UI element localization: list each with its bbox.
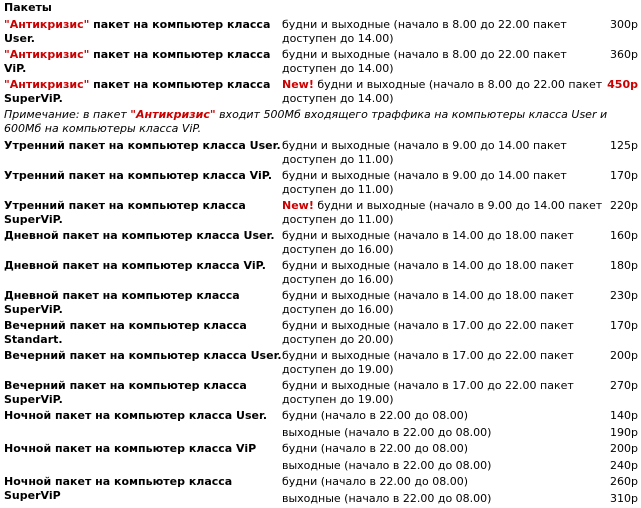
package-description: будни и выходные (начало в 17.00 до 22.00 пакет доступен до 19.00): [282, 349, 574, 376]
package-name: "Антикризис" пакет на компьютер класса ViP.: [4, 48, 271, 75]
package-name: Вечерний пакет на компьютер класса SuperViP.: [4, 379, 247, 406]
package-price: 200р: [610, 349, 638, 362]
package-price: 230р: [610, 289, 638, 302]
package-description: будни и выходные (начало в 14.00 до 18.00 пакет доступен до 16.00): [282, 229, 574, 256]
package-description: будни и выходные (начало в 17.00 до 22.00 пакет доступен до 20.00): [282, 319, 574, 346]
package-lines: [282, 475, 638, 506]
package-row: [4, 78, 638, 106]
package-row: [4, 169, 638, 197]
package-description: будни и выходные (начало в 14.00 до 18.00 пакет доступен до 16.00): [282, 259, 574, 286]
package-description: будни и выходные (начало в 8.00 до 22.00 пакет доступен до 14.00): [282, 18, 567, 45]
package-row: [4, 139, 638, 167]
package-price: 260р: [610, 475, 638, 488]
package-row: [4, 475, 638, 506]
package-name: "Антикризис" пакет на компьютер класса User.: [4, 18, 271, 45]
antikrizis-label: "Антикризис": [4, 48, 90, 61]
package-price: 140р: [610, 409, 638, 422]
package-price: 180р: [610, 259, 638, 272]
package-description: выходные (начало в 22.00 до 08.00): [282, 426, 492, 439]
package-row: [4, 319, 638, 347]
package-row: [4, 379, 638, 407]
package-row: [4, 442, 638, 473]
package-lines: [282, 442, 638, 473]
package-description: выходные (начало в 22.00 до 08.00): [282, 459, 492, 472]
package-row: [4, 229, 638, 257]
section-title: Пакеты: [4, 1, 52, 14]
package-price: 170р: [610, 319, 638, 332]
package-name: Ночной пакет на компьютер класса SuperViP: [4, 475, 233, 502]
package-price: 160р: [610, 229, 638, 242]
package-price: 125р: [610, 139, 638, 152]
package-name: Вечерний пакет на компьютер класса Standart.: [4, 319, 247, 346]
package-name: Утренний пакет на компьютер класса SuperViP.: [4, 199, 246, 226]
package-price: 270р: [610, 379, 638, 392]
package-name: Ночной пакет на компьютер класса ViP: [4, 442, 257, 455]
package-name: Утренний пакет на компьютер класса User.: [4, 139, 281, 152]
package-row: [4, 48, 638, 76]
note: Примечание: в пакет "Антикризис" входит 500Мб входящего траффика на компьютеры класса User и 600Мб на компьютеры класса ViP.: [4, 108, 608, 135]
package-row: [4, 18, 638, 46]
package-description: будни (начало в 22.00 до 08.00): [282, 409, 469, 422]
package-price: 170р: [610, 169, 638, 182]
package-price: 360р: [610, 48, 638, 61]
package-price: 450р: [607, 78, 638, 91]
package-name: Утренний пакет на компьютер класса ViP.: [4, 169, 272, 182]
package-name: Дневной пакет на компьютер класса SuperViP.: [4, 289, 240, 316]
package-description: будни и выходные (начало в 17.00 до 22.00 пакет доступен до 19.00): [282, 379, 574, 406]
new-badge: New!: [282, 78, 314, 91]
package-description: New! будни и выходные (начало в 9.00 до 14.00 пакет доступен до 11.00): [282, 199, 603, 226]
package-name: Дневной пакет на компьютер класса ViP.: [4, 259, 266, 272]
package-price: 220р: [610, 199, 638, 212]
package-name: Ночной пакет на компьютер класса User.: [4, 409, 268, 422]
package-row: [4, 409, 638, 440]
package-price: 240р: [610, 459, 638, 472]
package-price: 190р: [610, 426, 638, 439]
package-name: "Антикризис" пакет на компьютер класса SuperViP.: [4, 78, 271, 105]
package-description: будни и выходные (начало в 14.00 до 18.00 пакет доступен до 16.00): [282, 289, 574, 316]
package-price: 200р: [610, 442, 638, 455]
price-list: [4, 0, 638, 508]
package-description: будни (начало в 22.00 до 08.00): [282, 475, 469, 488]
package-row: [4, 259, 638, 287]
package-price: 300р: [610, 18, 638, 31]
antikrizis-label: "Антикризис": [4, 18, 90, 31]
package-row: [4, 289, 638, 317]
package-description: будни и выходные (начало в 9.00 до 14.00 пакет доступен до 11.00): [282, 139, 567, 166]
package-description: будни и выходные (начало в 9.00 до 14.00 пакет доступен до 11.00): [282, 169, 567, 196]
package-name: Вечерний пакет на компьютер класса User.: [4, 349, 282, 362]
antikrizis-label: "Антикризис": [4, 78, 90, 91]
package-description: будни (начало в 22.00 до 08.00): [282, 442, 469, 455]
package-row: [4, 349, 638, 377]
package-description: New! будни и выходные (начало в 8.00 до 22.00 пакет доступен до 14.00): [282, 78, 603, 105]
package-name: Дневной пакет на компьютер класса User.: [4, 229, 275, 242]
new-badge: New!: [282, 199, 314, 212]
note-highlight: "Антикризис": [130, 108, 216, 121]
package-description: будни и выходные (начало в 8.00 до 22.00 пакет доступен до 14.00): [282, 48, 567, 75]
package-lines: [282, 409, 638, 440]
package-row: [4, 199, 638, 227]
package-description: выходные (начало в 22.00 до 08.00): [282, 492, 492, 505]
package-price: 310р: [610, 492, 638, 505]
